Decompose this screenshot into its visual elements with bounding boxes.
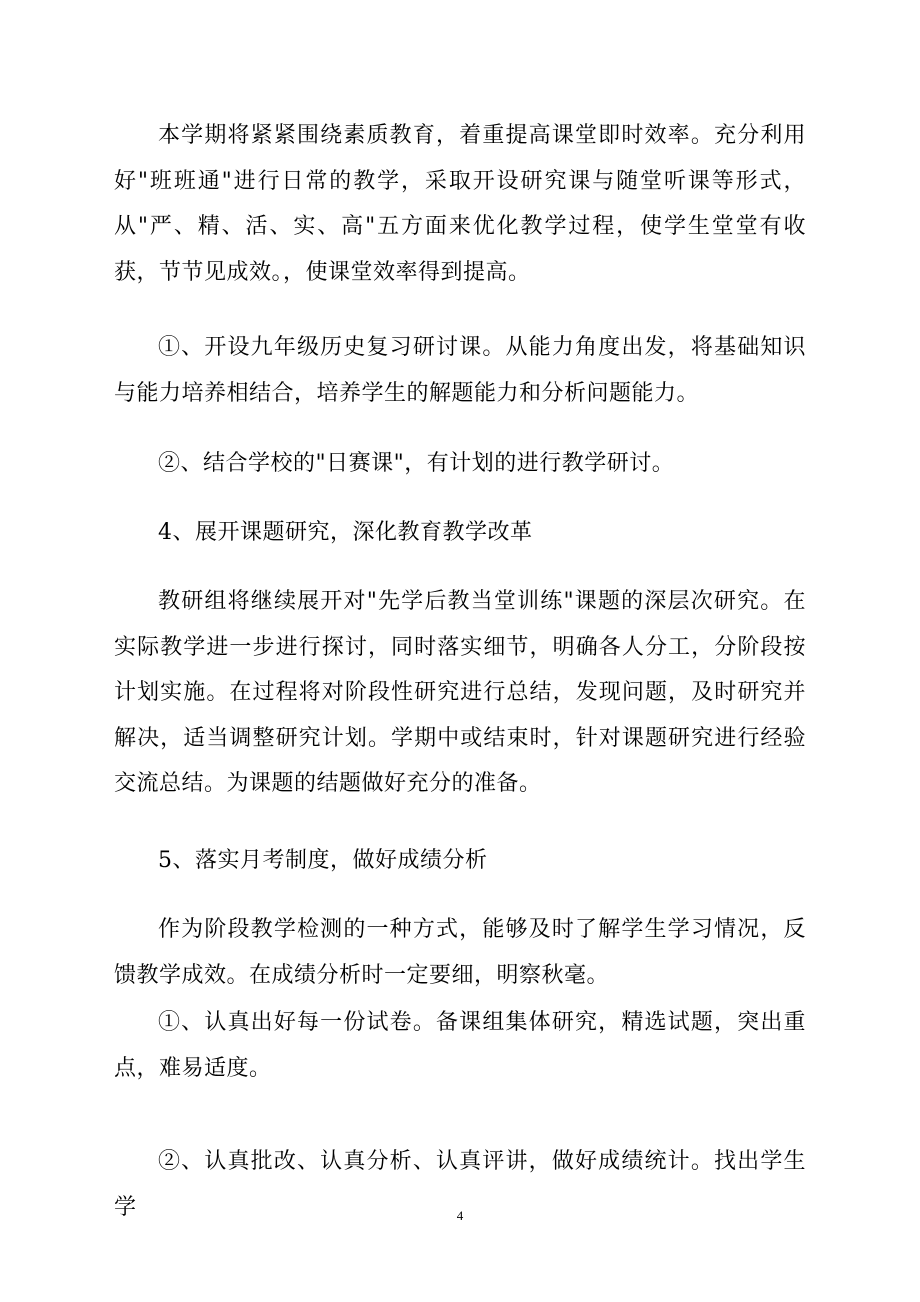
- paragraph-stage-testing: 作为阶段教学检测的一种方式，能够及时了解学生学习情况，反馈教学成效。在成绩分析时一定要细，明察秋毫。: [114, 917, 806, 988]
- section-heading-research: 4、展开课题研究，深化教育教学改革: [158, 520, 533, 545]
- paragraph-grading: ②、认真批改、认真分析、认真评讲，做好成绩统计。找出学生学: [114, 1149, 806, 1220]
- paragraph-exam-papers: ①、认真出好每一份试卷。备课组集体研究，精选试题，突出重点，难易适度。: [114, 1010, 806, 1081]
- paragraph-review-course: ①、开设九年级历史复习研讨课。从能力角度出发，将基础知识与能力培养相结合，培养学生的解题能力和分析问题能力。: [114, 335, 806, 406]
- page-number: 4: [456, 1208, 464, 1223]
- paragraph-classroom-efficiency: 本学期将紧紧围绕素质教育，着重提高课堂即时效率。充分利用好"班班通"进行日常的教学，采取开设研究课与随堂听课等形式，从"严、精、活、实、高"五方面来优化教学过程，使学生堂堂有收获，节节见成效。，使课堂效率得到提高。: [114, 123, 806, 285]
- paragraph-research-project: 教研组将继续展开对"先学后教当堂训练"课题的深层次研究。在实际教学进一步进行探讨，同时落实细节，明确各人分工，分阶段按计划实施。在过程将对阶段性研究进行总结，发现问题，及时研究并解决，适当调整研究计划。学期中或结束时，针对课题研究进行经验交流总结。为课题的结题做好充分的准备。: [114, 589, 806, 796]
- section-heading-monthly-exam: 5、落实月考制度，做好成绩分析: [158, 848, 488, 873]
- paragraph-daily-competition: ②、结合学校的"日赛课"，有计划的进行教学研讨。: [158, 451, 675, 476]
